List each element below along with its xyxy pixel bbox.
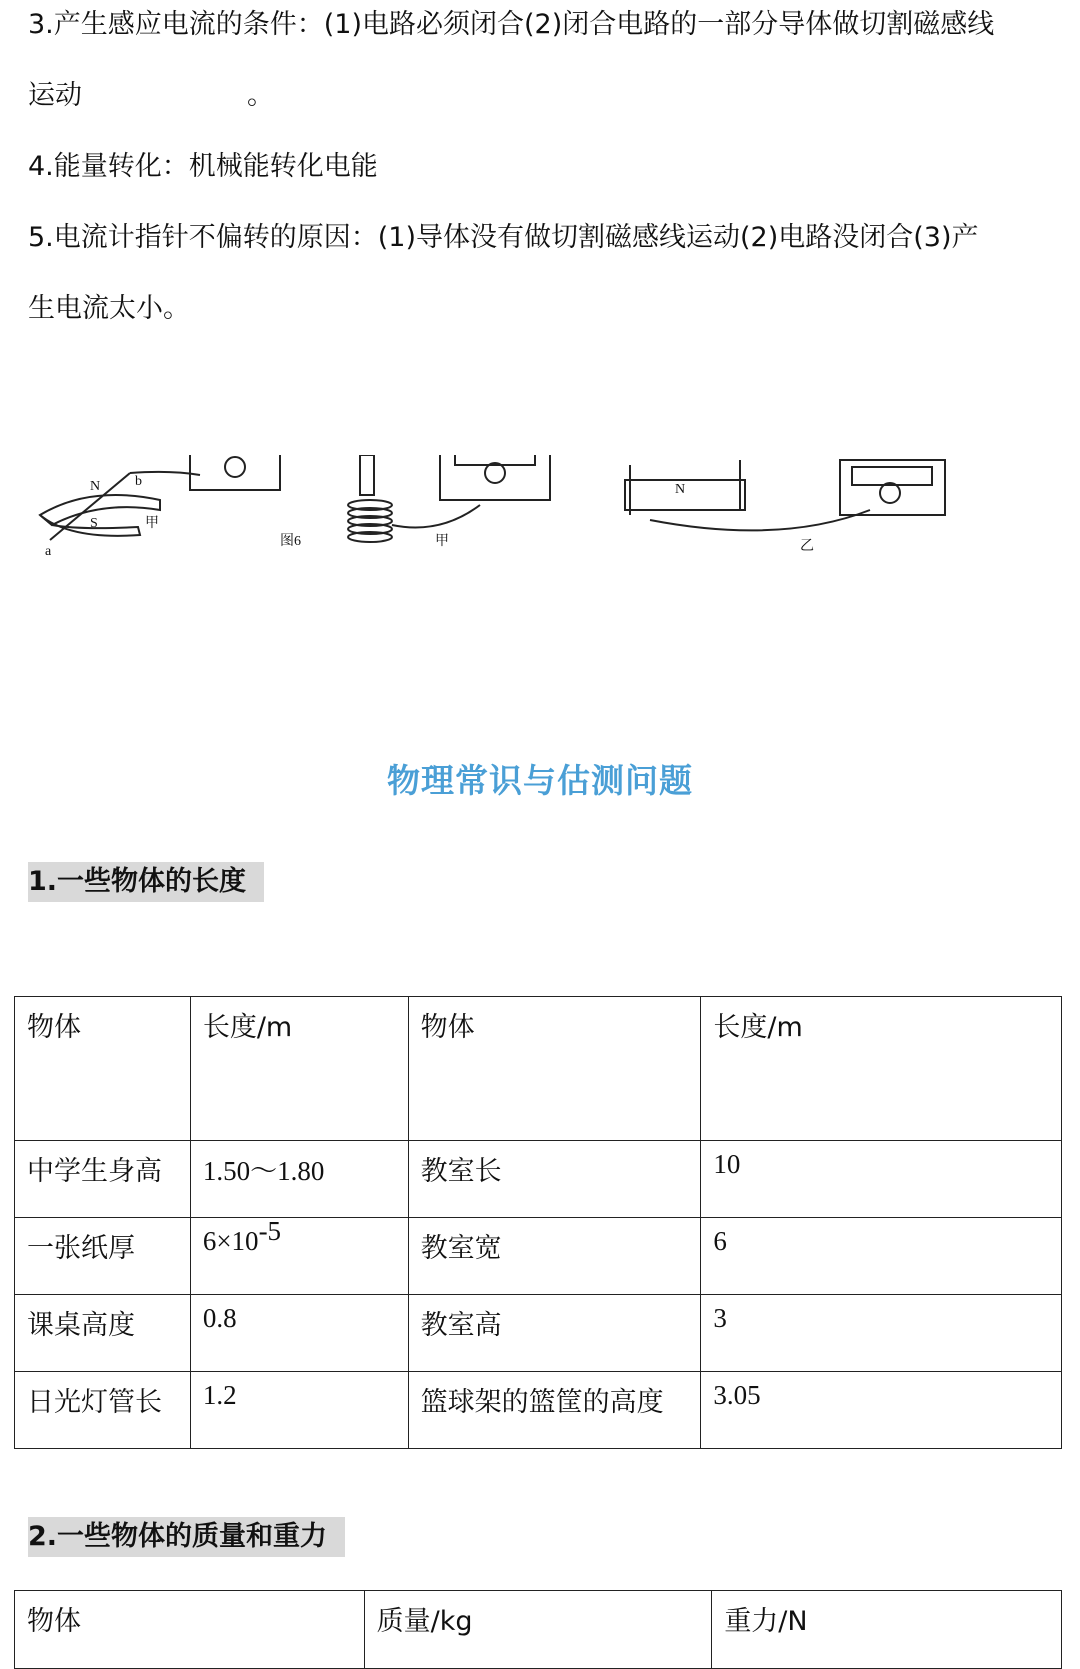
- induction-experiment-figure: [30, 455, 1040, 605]
- table-cell: 教室宽: [408, 1218, 701, 1295]
- table-cell-value: 6×10: [202, 1226, 259, 1256]
- figure-label-yi: 乙: [800, 539, 814, 554]
- table-header-cell: 物体: [408, 997, 701, 1141]
- mass-section-heading: 2.一些物体的质量和重力: [28, 1517, 345, 1557]
- wire-right: [650, 510, 870, 530]
- paragraph-3-line-2: [28, 79, 274, 113]
- table-cell-value: 3: [713, 1303, 727, 1333]
- table-cell: [190, 1218, 408, 1295]
- table-cell-value: 3.05: [713, 1380, 761, 1410]
- table-header-cell: 重力/N: [712, 1591, 1062, 1669]
- paragraph-3-line-1: 3.产生感应电流的条件：(1)电路必须闭合(2)闭合电路的一部分导体做切割磁感线: [28, 9, 995, 40]
- table-cell: [190, 1295, 408, 1372]
- exponent: -5: [258, 1216, 282, 1246]
- table-cell: [190, 1141, 408, 1218]
- table-cell: [190, 1372, 408, 1449]
- table-header-cell: 长度/m: [190, 997, 408, 1141]
- paragraph-5-line-1: 5.电流计指针不偏转的原因：(1)导体没有做切割磁感线运动(2)电路没闭合(3)产: [28, 222, 979, 253]
- table-cell: 教室长: [408, 1141, 701, 1218]
- table-cell: 教室高: [408, 1295, 701, 1372]
- table-cell: [701, 1372, 1062, 1449]
- galvanometer-left: [190, 455, 280, 490]
- wire-middle: [392, 505, 480, 528]
- table-cell-value: 6: [713, 1226, 727, 1256]
- mass-table: [14, 1590, 1062, 1669]
- figure-label-jia-left: 甲: [145, 516, 159, 531]
- table-row: [15, 1372, 1062, 1449]
- table-header-row: [15, 997, 1062, 1141]
- table-cell-value: 10: [713, 1149, 741, 1179]
- table-header-cell: 物体: [15, 997, 191, 1141]
- table-row: [15, 1218, 1062, 1295]
- figure-label-a: a: [45, 544, 52, 559]
- table-row: [15, 1295, 1062, 1372]
- table-cell: 日光灯管长: [15, 1372, 191, 1449]
- paragraph-3-line-2-text: 运动: [28, 80, 82, 111]
- table-cell-value: 1.50～1.80: [202, 1156, 325, 1186]
- table-header-row: [15, 1591, 1062, 1669]
- table-cell: [701, 1218, 1062, 1295]
- paragraph-3-period: 。: [247, 80, 274, 111]
- table-header-cell: 质量/kg: [364, 1591, 712, 1669]
- paragraph-5-line-2: 生电流太小。: [28, 293, 190, 324]
- figure-label-jia-middle: 甲: [435, 534, 449, 549]
- table-row: [15, 1141, 1062, 1218]
- table-header-cell: 长度/m: [701, 997, 1062, 1141]
- table-header-cell: 物体: [15, 1591, 365, 1669]
- section-title: 物理常识与估测问题: [387, 761, 693, 800]
- figure-caption: 图6: [280, 534, 301, 549]
- table-cell: 一张纸厚: [15, 1218, 191, 1295]
- length-section-heading: 1.一些物体的长度: [28, 862, 264, 902]
- figure-label-n-left: N: [90, 479, 101, 494]
- figure-label-s: S: [90, 516, 98, 531]
- figure-label-b: b: [135, 474, 142, 489]
- paragraph-4: 4.能量转化：机械能转化电能: [28, 151, 378, 182]
- galvanometer-middle: [440, 455, 550, 500]
- table-cell: [701, 1295, 1062, 1372]
- length-table: [14, 996, 1062, 1449]
- u-magnet-top: [40, 495, 160, 525]
- table-cell-value: 0.8: [202, 1303, 237, 1333]
- figure-label-n-right: N: [675, 482, 686, 497]
- bar-magnet: [360, 455, 374, 495]
- galvanometer-left-dial: [225, 457, 245, 477]
- table-cell: 篮球架的篮筐的高度: [408, 1372, 701, 1449]
- table-cell-value: 1.2: [202, 1380, 237, 1410]
- galvanometer-right: [840, 460, 945, 515]
- coil: [348, 500, 392, 542]
- table-cell: 中学生身高: [15, 1141, 191, 1218]
- table-cell: 课桌高度: [15, 1295, 191, 1372]
- table-cell: [701, 1141, 1062, 1218]
